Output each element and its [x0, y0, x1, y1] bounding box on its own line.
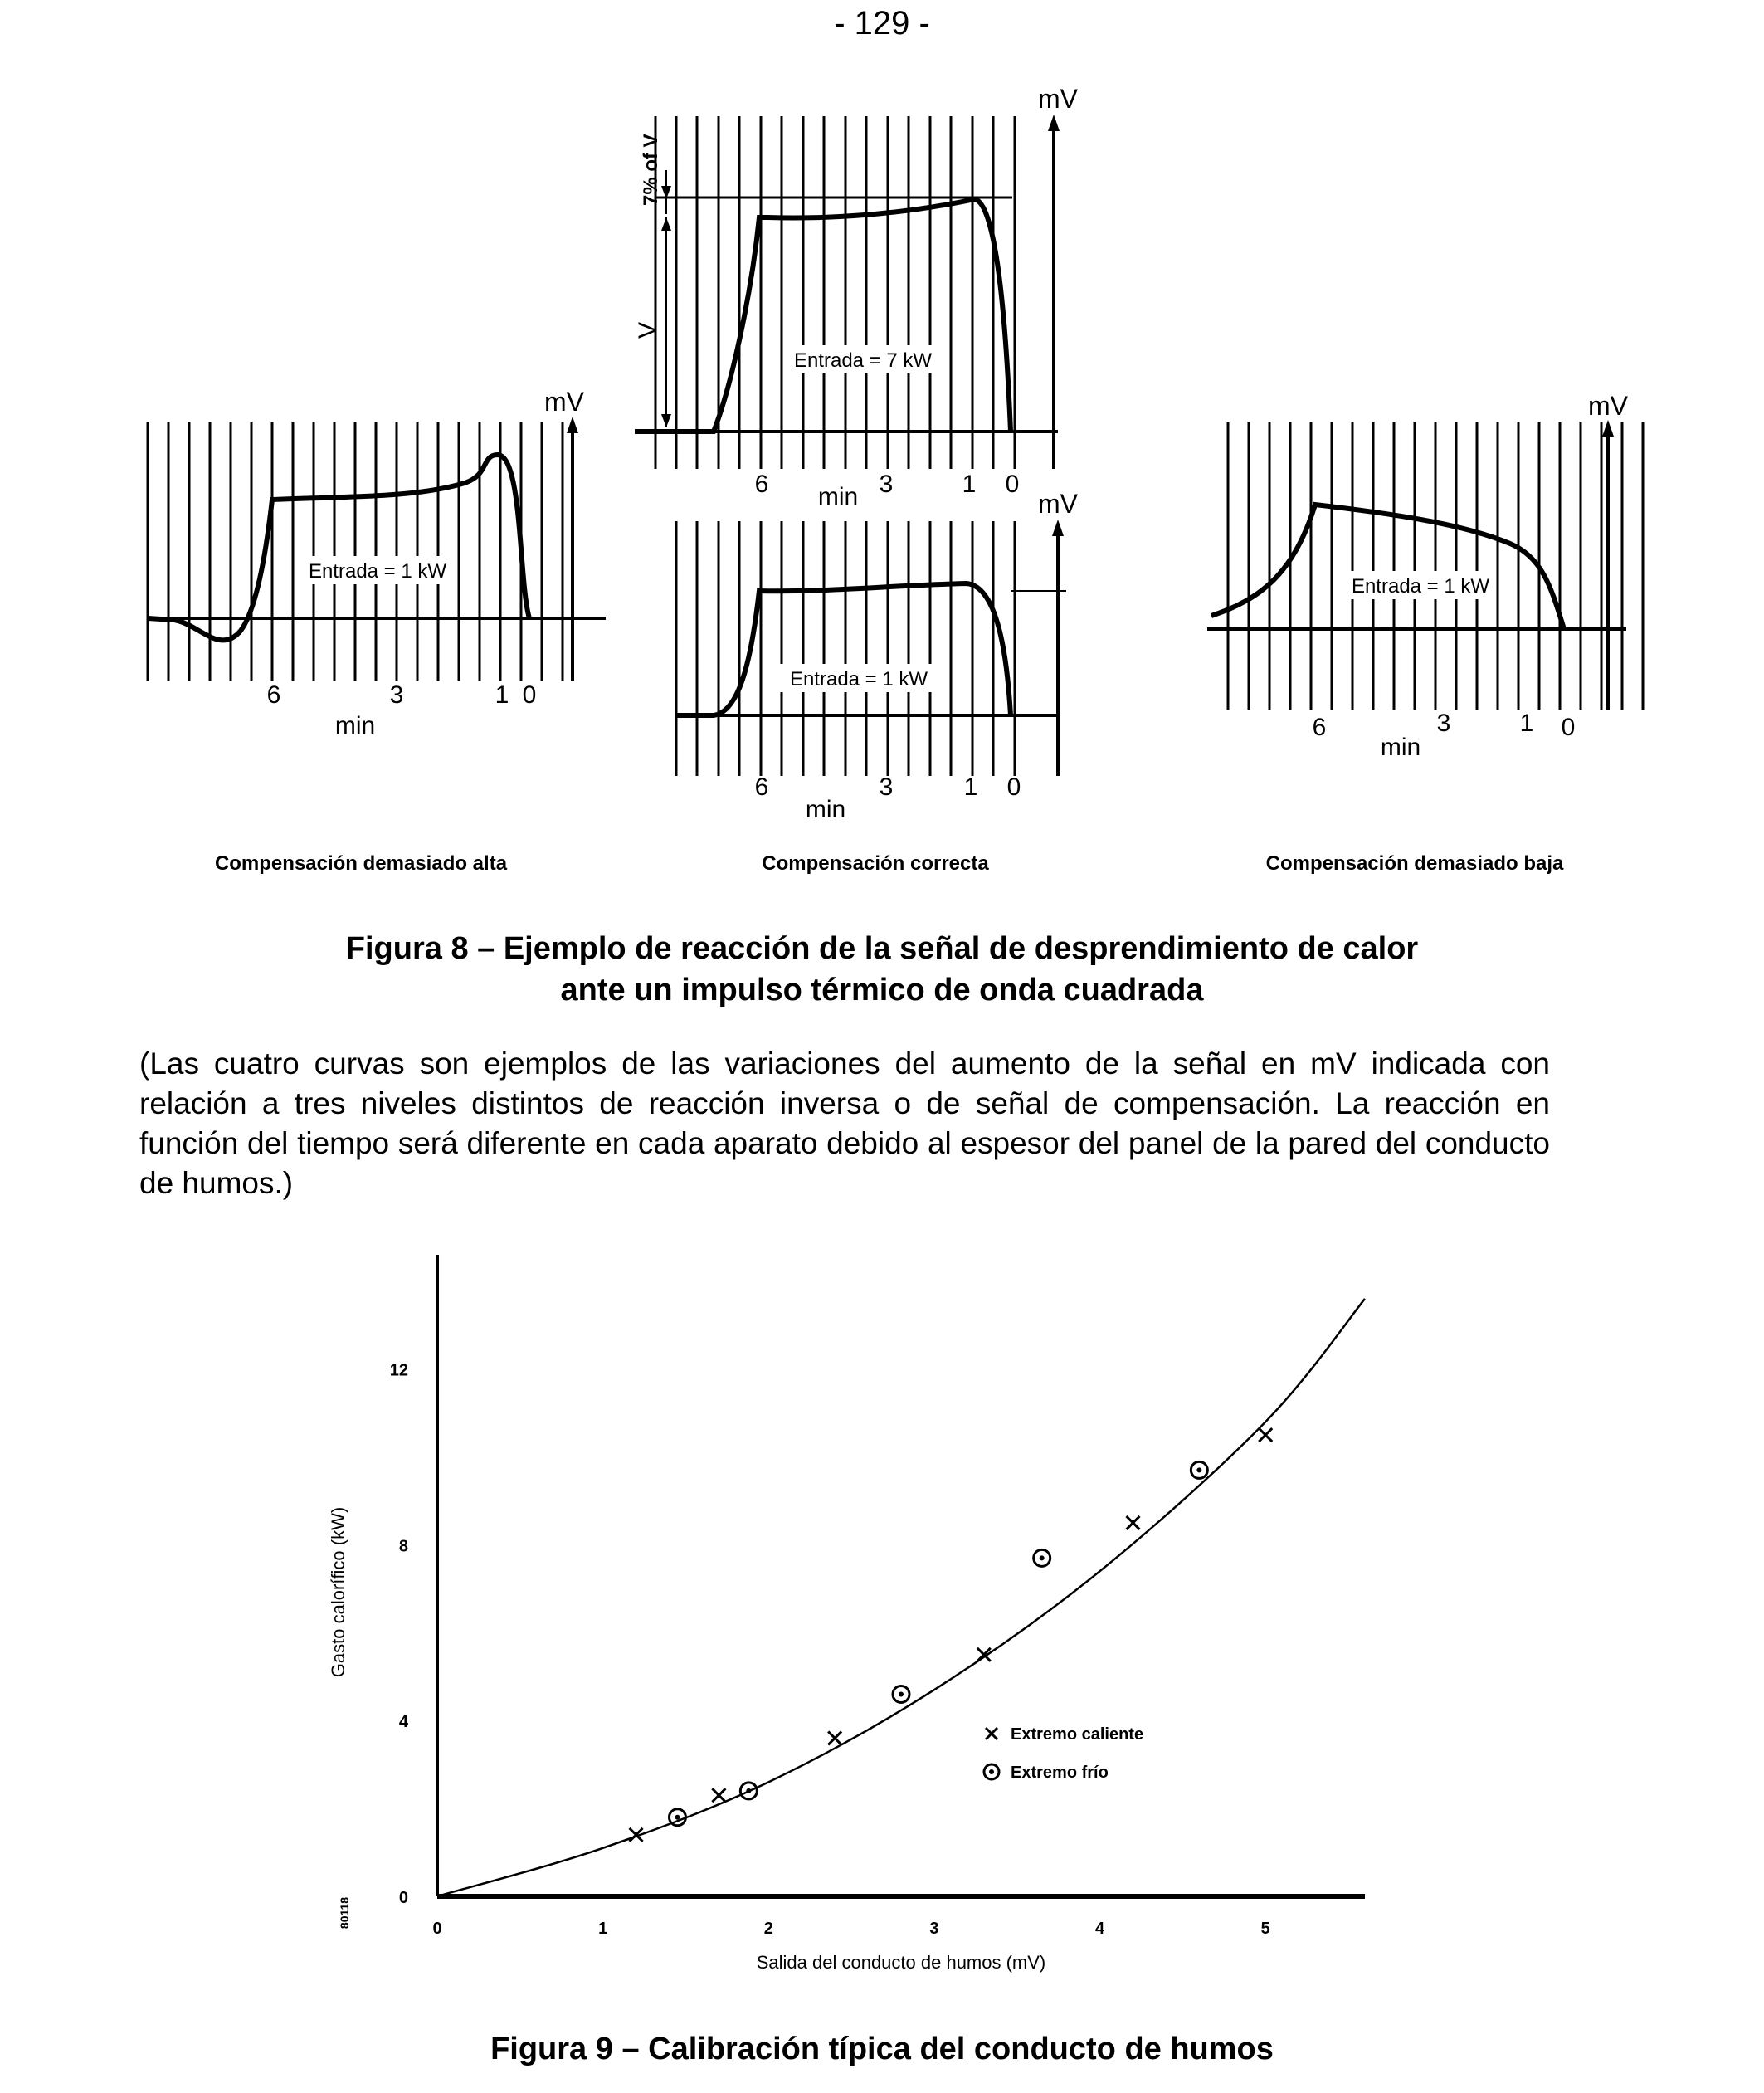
x-tick-label: 4	[1095, 1920, 1105, 1938]
x-tick-label: 5	[1260, 1920, 1270, 1938]
caption-too-low: Compensación demasiado baja	[1265, 852, 1564, 875]
min-label: min	[1380, 734, 1421, 761]
seven-percent-label: 7% of V	[640, 134, 662, 206]
figure-8-title-line1: Figura 8 – Ejemplo de reacción de la señal de desprendimiento de calor	[345, 931, 1419, 966]
tick-0: 0	[1005, 471, 1020, 498]
data-point-cold-end	[740, 1783, 757, 1799]
min-label: min	[817, 483, 859, 510]
x-axis-label: Salida del conducto de humos (mV)	[756, 1952, 1046, 1973]
tick-3: 3	[879, 773, 894, 801]
calibration-curve	[437, 1299, 1365, 1896]
legend-marker-cold-end	[984, 1764, 999, 1779]
tick-3: 3	[389, 681, 404, 709]
input-label: Entrada = 1 kW	[1351, 575, 1490, 598]
mv-label: mV	[544, 387, 584, 417]
y-tick-label: 8	[398, 1537, 408, 1556]
x-tick-label: 1	[598, 1920, 608, 1938]
tick-6: 6	[754, 471, 769, 498]
y-tick-label: 4	[398, 1713, 408, 1732]
chart-points	[630, 1428, 1273, 1842]
mv-label: mV	[1038, 489, 1078, 519]
data-point-hot-end	[712, 1788, 725, 1802]
x-tick-label: 0	[432, 1920, 442, 1938]
tick-3: 3	[879, 471, 894, 498]
mv-label: mV	[1588, 391, 1628, 421]
chart-axes	[437, 1255, 1365, 1896]
caption-too-high: Compensación demasiado alta	[214, 852, 508, 875]
data-point-hot-end	[828, 1731, 841, 1744]
x-tick-label: 3	[929, 1920, 939, 1938]
tick-1: 1	[963, 773, 978, 801]
chart-legend	[984, 1725, 1143, 1782]
data-point-cold-end	[1034, 1549, 1050, 1566]
data-point-hot-end	[1127, 1516, 1140, 1530]
y-axis-label: Gasto calorífico (kW)	[328, 1506, 348, 1678]
data-point-cold-end	[669, 1809, 685, 1826]
min-label: min	[334, 712, 376, 739]
y-tick-label: 12	[389, 1361, 408, 1380]
data-point-cold-end	[1191, 1461, 1207, 1478]
input-label: Entrada = 7 kW	[793, 349, 933, 372]
tick-6: 6	[754, 773, 769, 801]
x-tick-label: 2	[763, 1920, 773, 1938]
figure-9-title: Figura 9 – Calibración típica del conducto de humos	[490, 2032, 1274, 2066]
input-label: Entrada = 1 kW	[308, 560, 447, 583]
tick-0: 0	[1006, 773, 1021, 801]
tick-0: 0	[1561, 714, 1576, 741]
input-label: Entrada = 1 kW	[789, 668, 928, 690]
tick-1: 1	[495, 681, 509, 709]
mv-label: mV	[1038, 84, 1078, 114]
tick-6: 6	[266, 681, 281, 709]
tick-1: 1	[962, 471, 977, 498]
figure-code: 80118	[338, 1896, 351, 1930]
y-tick-label: 0	[398, 1889, 408, 1907]
tick-0: 0	[522, 681, 537, 709]
chart-curve-group	[437, 1299, 1365, 1896]
chart-labels	[328, 1362, 1270, 1973]
figure-8-title-line2: ante un impulso térmico de onda cuadrada	[560, 973, 1204, 1007]
legend-label-hot-end: Extremo caliente	[1011, 1725, 1144, 1744]
tick-3: 3	[1436, 710, 1451, 737]
caption-correct: Compensación correcta	[762, 852, 989, 875]
figure-8-note: (Las cuatro curvas son ejemplos de las variaciones del aumento de la señal en mV indicada con relación a tres niveles distintos de reacción inversa o de señal de compensación. La reacción en función del tiempo será diferente en cada aparato debido al espesor del panel de la pared del conducto de humos.)	[139, 1046, 1550, 1200]
tick-6: 6	[1312, 714, 1327, 741]
page-number: - 129 -	[834, 5, 930, 41]
tick-1: 1	[1519, 710, 1534, 737]
data-point-cold-end	[893, 1686, 909, 1702]
legend-label-cold-end: Extremo frío	[1011, 1764, 1109, 1782]
data-point-hot-end	[1259, 1428, 1272, 1442]
legend-marker-hot-end	[986, 1728, 997, 1739]
v-label: V	[634, 321, 661, 339]
min-label: min	[805, 796, 846, 823]
